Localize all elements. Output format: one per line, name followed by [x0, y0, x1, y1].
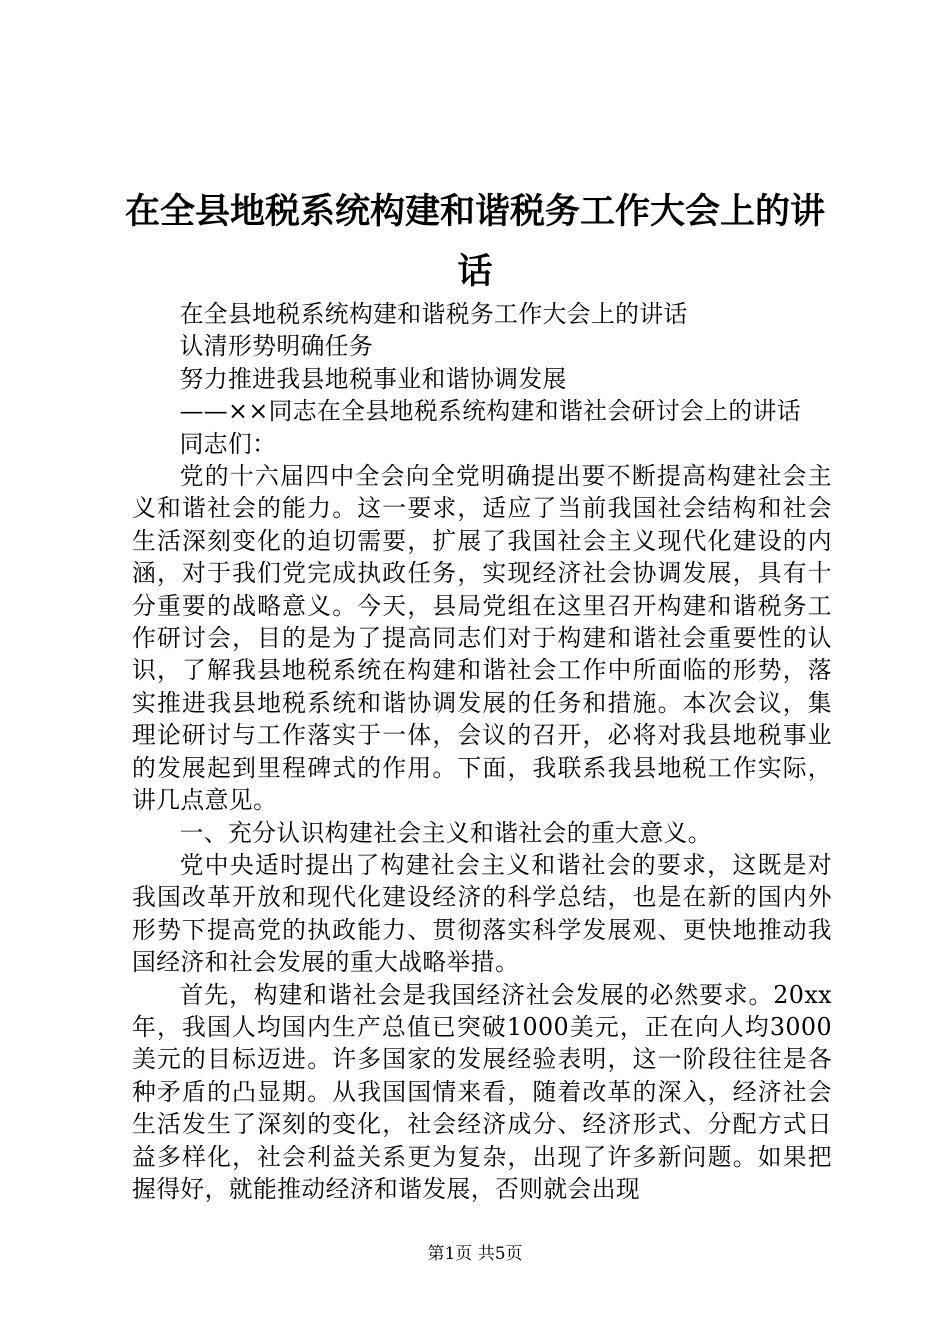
paragraph-body: 党的十六届四中全会向全党明确提出要不断提高构建社会主义和谐社会的能力。这一要求，适应了当前我国社会结构和社会生活深刻变化的迫切需要，扩展了我国社会主义现代化建设的内涵，对于我们党完成执政任务，实现经济社会协调发展，具有十分重要的战略意义。今天，县局党组在这里召开构建和谐税务工作研讨会，目的是为了提高同志们对于构建和谐社会重要性的认识，了解我县地税系统在构建和谐社会工作中所面临的形势，落实推进我县地税系统和谐协调发展的任务和措施。本次会议，集理论研讨与工作落实于一体，会议的召开，必将对我县地税事业的发展起到里程碑式的作用。下面，我联系我县地税工作实际，讲几点意见。	[132, 462, 832, 815]
page-number-footer: 第1页 共5页	[427, 1244, 523, 1264]
paragraph-heading-2: 努力推进我县地税事业和谐协调发展	[179, 364, 567, 393]
document-body	[132, 298, 832, 1205]
paragraph-heading-1: 认清形势明确任务	[179, 332, 374, 361]
paragraph-body: 首先，构建和谐社会是我国经济社会发展的必然要求。20xx年，我国人均国内生产总值已突破1000美元，正在向人均3000美元的目标迈进。许多国家的发展经验表明，这一阶段往往是各种矛盾的凸显期。从我国国情来看，随着改革的深入，经济社会生活发生了深刻的变化，社会经济成分、经济形式、分配方式日益多样化，社会利益关系更为复杂，出现了许多新问题。如果把握得好，就能推动经济和谐发展，否则就会出现	[132, 980, 832, 1203]
document-title: 在全县地税系统构建和谐税务工作大会上的讲话	[124, 191, 825, 292]
paragraph-section-heading: 一、充分认识构建社会主义和谐社会的重大意义。	[179, 818, 712, 847]
paragraph-speaker-line: ——××同志在全县地税系统构建和谐社会研讨会上的讲话	[179, 397, 801, 426]
paragraph-subtitle-repeat: 在全县地税系统构建和谐税务工作大会上的讲话	[179, 300, 688, 328]
paragraph-body: 党中央适时提出了构建社会主义和谐社会的要求，这既是对我国改革开放和现代化建设经济的科学总结，也是在新的国内外形势下提高党的执政能力、贯彻落实科学发展观、更快地推动我国经济和社会发展的重大战略举措。	[132, 850, 832, 977]
paragraph-salutation: 同志们：	[179, 429, 277, 458]
